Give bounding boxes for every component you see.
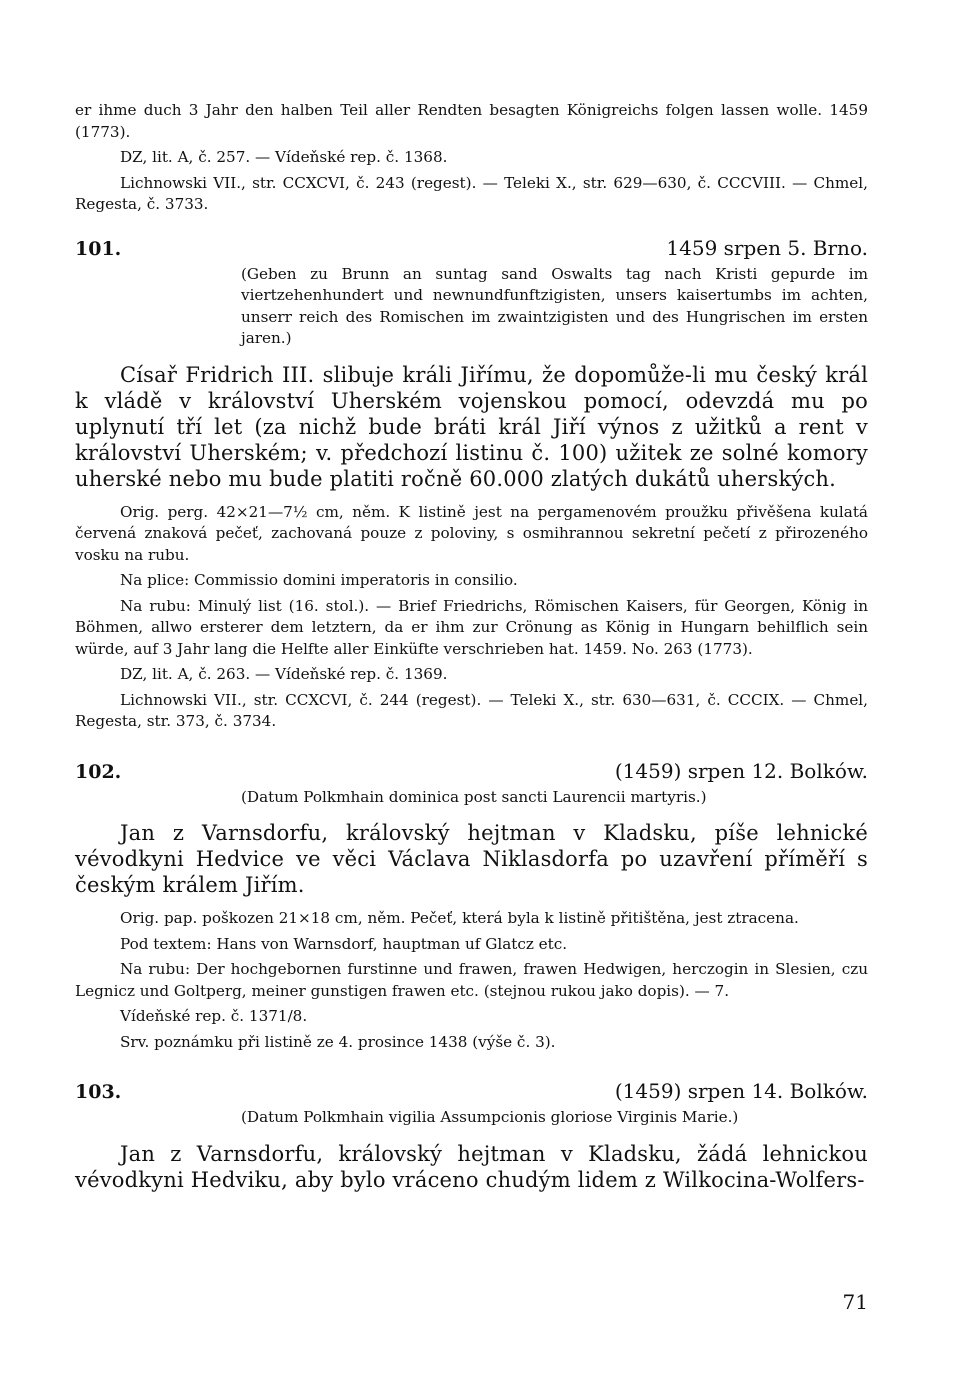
note-verso: Na rubu: Der hochgebornen furstinne und frawen, frawen Hedwigen, herczogin in Slesien, czu Legnicz und Goltperg, meiner gunstigen frawen etc. (stejnou rukou jako dopis). — 7. bbox=[75, 960, 868, 1000]
entry-date: (1459) srpen 12. Bolków. bbox=[614, 758, 868, 783]
entry-103 bbox=[75, 1079, 868, 1193]
note-reference: DZ, lit. A, č. 263. — Vídeňské rep. č. 1369. bbox=[120, 665, 448, 683]
top-reference-2: Lichnowski VII., str. CCXCVI, č. 243 (regest). — Teleki X., str. 629—630, č. CCCVIII. — Chmel, Regesta, č. 3733. bbox=[75, 173, 868, 213]
entry-102 bbox=[75, 759, 868, 1054]
entry-number: 102. bbox=[75, 760, 122, 783]
entry-datum: (Datum Polkmhain vigilia Assumpcionis gloriose Virginis Marie.) bbox=[241, 1108, 739, 1126]
entry-summary: Jan z Varnsdorfu, královský hejtman v Kladsku, píše lehnické vévodkyni Hedvice ve věci Václava Niklasdorfa po uzavření příměří s českým králem Jiřím. bbox=[75, 821, 868, 897]
note-under-text: Pod textem: Hans von Warnsdorf, hauptman uf Glatcz etc. bbox=[120, 934, 568, 953]
note-compare: Srv. poznámku při listině ze 4. prosince 1438 (výše č. 3). bbox=[120, 1032, 556, 1051]
note-reference: Vídeňské rep. č. 1371/8. bbox=[120, 1007, 308, 1025]
entry-date: 1459 srpen 5. Brno. bbox=[666, 235, 868, 260]
entry-number: 103. bbox=[75, 1081, 122, 1103]
entry-101 bbox=[75, 236, 868, 733]
page-body bbox=[75, 100, 868, 1193]
entry-summary: Jan z Varnsdorfu, královský hejtman v Kladsku, žádá lehnickou vévodkyni Hedviku, aby bylo vráceno chudým lidem z Wilkocina-Wolfers- bbox=[75, 1141, 868, 1192]
note-verso: Na rubu: Minulý list (16. stol.). — Brief Friedrichs, Römischen Kaisers, für Georgen, König in Böhmen, allwo ersterer dem letztern, da er ihm zur Crönung as König in Hungarn behilflich sein würde, auf 3 Jahr lang die Helfte aller Einküfte verschrieben hat. 1459. No. 263 (1773). bbox=[75, 596, 868, 658]
page-number: 71 bbox=[842, 1290, 868, 1314]
entry-datum: (Datum Polkmhain dominica post sancti Laurencii martyris.) bbox=[241, 787, 707, 806]
top-reference-1: DZ, lit. A, č. 257. — Vídeňské rep. č. 1368. bbox=[120, 148, 448, 166]
entry-number: 101. bbox=[75, 237, 122, 260]
entry-datum: (Geben zu Brunn an suntag sand Oswalts tag nach Kristi gepurde im viertzehenhundert und newnundfunftzigisten, unsers kaisertumbs im achten, unserr reich des Romischen im zwaintzigisten und des Hungrischen im ersten jaren.) bbox=[241, 264, 868, 347]
top-paragraph-1: er ihme duch 3 Jahr den halben Teil aller Rendten besagten Königreichs folgen lassen wolle. 1459 (1773). bbox=[75, 101, 868, 141]
note-original: Orig. perg. 42×21—7½ cm, něm. K listině jest na pergamenovém proužku přivěšena kulatá červená znaková pečeť, zachovaná pouze z poloviny, s osmihrannou sekretní pečetí z přirozeného vosku na rubu. bbox=[75, 502, 868, 564]
entry-date: (1459) srpen 14. Bolków. bbox=[614, 1079, 868, 1103]
note-literature: Lichnowski VII., str. CCXCVI, č. 244 (regest). — Teleki X., str. 630—631, č. CCCIX. — Chmel, Regesta, str. 373, č. 3734. bbox=[75, 690, 868, 730]
note-plica: Na plice: Commissio domini imperatoris in consilio. bbox=[120, 571, 518, 589]
entry-summary: Císař Fridrich III. slibuje králi Jiřímu, že dopomůže-li mu český král k vládě v království Uherském vojenskou pomocí, odevzdá mu po uplynutí tří let (za nichž bude bráti král Jiří výnos z užitků a rent v království Uherském; v. předchozí listinu č. 100) užitek ze solné komory uherské nebo mu bude platiti ročně 60.000 zlatých dukátů uherských. bbox=[75, 362, 868, 491]
note-original: Orig. pap. poškozen 21×18 cm, něm. Pečeť, která byla k listině přitištěna, jest ztracena. bbox=[120, 909, 799, 927]
